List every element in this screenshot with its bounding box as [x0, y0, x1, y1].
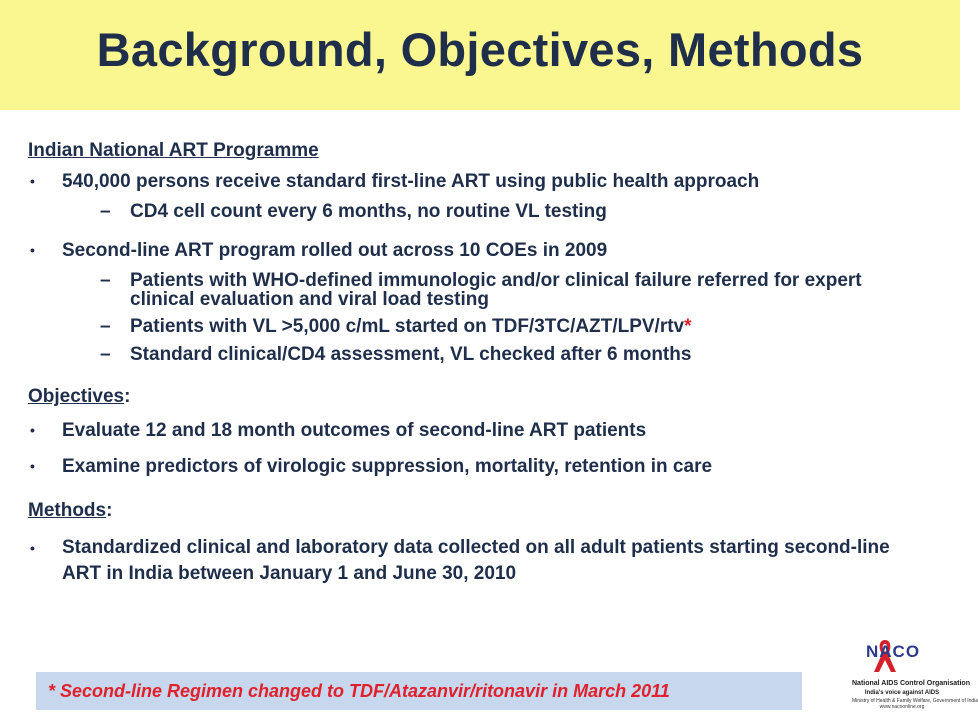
objectives-bullet-1-text: Evaluate 12 and 18 month outcomes of second-line ART patients [62, 420, 647, 441]
background-bullet-2-sub-3-text: Standard clinical/CD4 assessment, VL checked after 6 months [130, 344, 692, 365]
naco-tagline: India's voice against AIDS [864, 690, 940, 696]
background-bullet-2-sub-1 [28, 271, 928, 309]
background-bullet-1-text: 540,000 persons receive standard first-line ART using public health approach [62, 171, 760, 192]
background-heading-text: Indian National ART Programme [28, 140, 319, 161]
objectives-heading [28, 386, 928, 408]
sub-dash-icon: – [100, 270, 111, 291]
objectives-heading-text: Objectives [28, 386, 125, 407]
objectives-bullet-2 [28, 455, 928, 478]
background-bullet-1 [28, 170, 928, 193]
background-bullet-2-sub-3 [28, 345, 928, 364]
objectives-bullet-2-text: Examine predictors of virologic suppression, mortality, retention in care [62, 456, 713, 477]
methods-heading-suffix: : [106, 500, 113, 521]
footnote-text: * Second-line Regimen changed to TDF/Atazanvir/ritonavir in March 2011 [48, 681, 670, 701]
background-bullet-2-sub-2-text: Patients with VL >5,000 c/mL started on TDF/3TC/AZT/LPV/rtv [130, 316, 685, 337]
title-band [0, 0, 960, 110]
background-heading [28, 140, 928, 162]
bullet-dot-icon: • [30, 422, 35, 438]
sub-dash-icon: – [100, 344, 111, 365]
methods-heading [28, 500, 928, 522]
background-bullet-2-sub-1-text: Patients with WHO-defined immunologic and/or clinical failure referred for expert clinical evaluation and viral load testing [130, 270, 862, 310]
bullet-dot-icon: • [30, 242, 35, 258]
objectives-bullet-1 [28, 419, 928, 442]
background-bullet-2-text: Second-line ART program rolled out across 10 COEs in 2009 [62, 240, 608, 261]
objectives-heading-suffix: : [124, 386, 131, 407]
background-bullet-2 [28, 239, 928, 262]
background-bullet-2-sub-2 [28, 317, 928, 336]
methods-bullet-1-text: Standardized clinical and laboratory data collected on all adult patients starting second-line ART in India between January 1 and June 30, 2010 [62, 537, 890, 584]
sub-dash-icon: – [100, 316, 111, 337]
naco-website: www.nacoonline.org [879, 704, 925, 710]
background-bullet-1-sub-1 [28, 202, 928, 221]
sub-dash-icon: – [100, 201, 111, 222]
slide-content [28, 140, 928, 587]
naco-logo [852, 636, 978, 712]
methods-heading-text: Methods [28, 500, 107, 521]
methods-bullet-1 [28, 535, 892, 587]
naco-wordmark: NACO [866, 642, 921, 661]
naco-org-name: National AIDS Control Organisation [852, 680, 970, 687]
bullet-dot-icon: • [30, 540, 35, 556]
slide-title: Background, Objectives, Methods [96, 23, 864, 76]
bullet-dot-icon: • [30, 173, 35, 189]
footnote-box [36, 672, 802, 710]
naco-ministry: Ministry of Health & Family Welfare, Government of India [852, 698, 978, 704]
asterisk-marker: * [684, 316, 692, 337]
bullet-dot-icon: • [30, 458, 35, 474]
background-bullet-1-sub-1-text: CD4 cell count every 6 months, no routine VL testing [130, 201, 607, 222]
